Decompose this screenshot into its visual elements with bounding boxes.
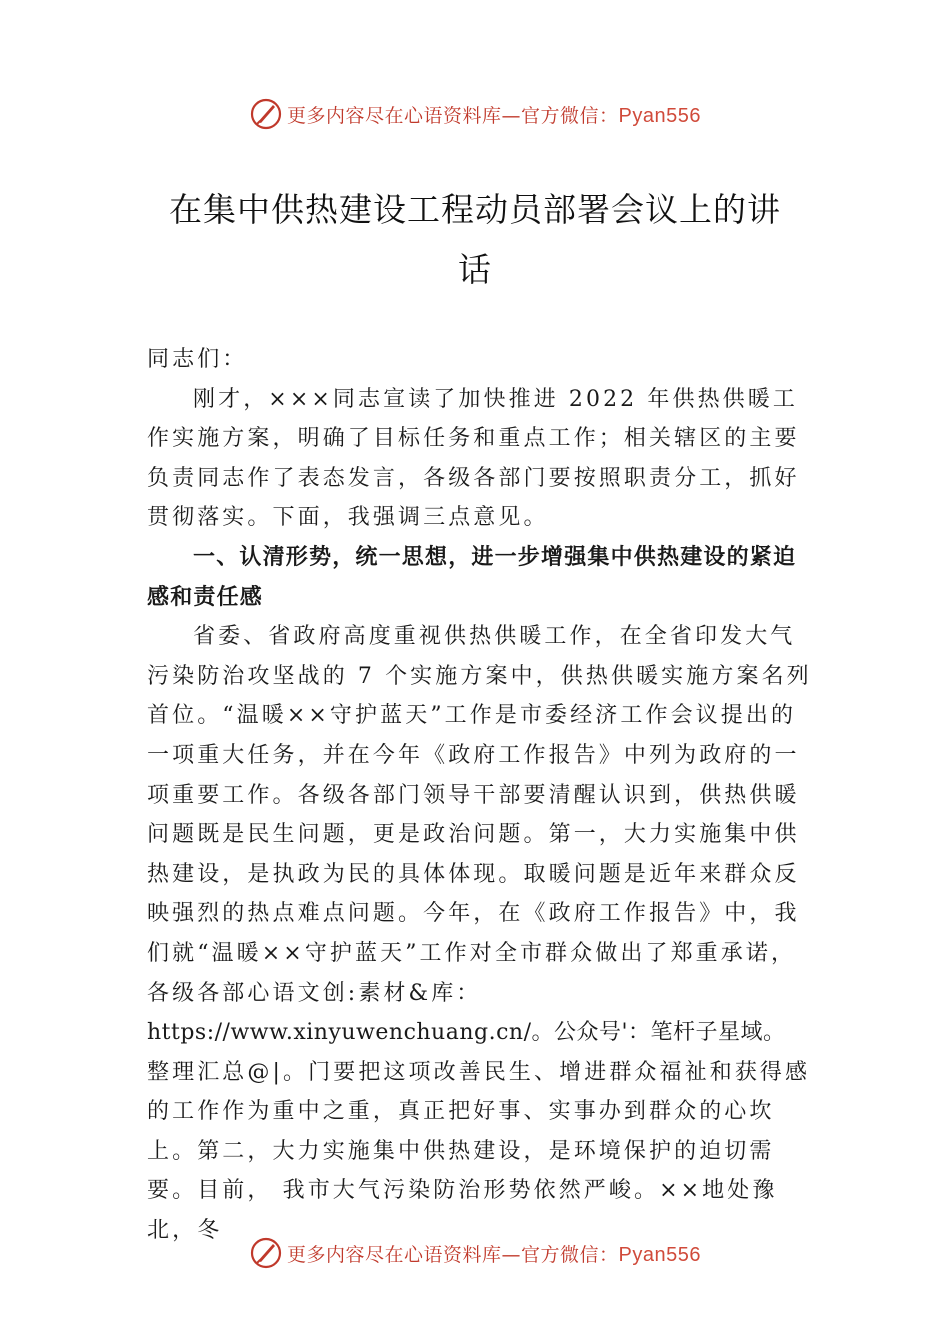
watermark-banner-bottom — [0, 1233, 950, 1273]
paragraph-2: 省委、省政府高度重视供热供暖工作，在全省印发大气污染防治攻坚战的 7 个实施方案中，供热供暖实施方案名列首位。“温暖××守护蓝天”工作是市委经济工作会议提出的一项重大任务，并在今年《政府工作报告》中列为政府的一项重要工作。各级各部门领导干部要清醒认识到，供热供暖问题既是民生问题，更是政治问题。第一，大力实施集中供热建设，是执政为民的具体体现。取暖问题是近年来群众反映强烈的热点难点问题。今年，在《政府工作报告》中，我们就“温暖××守护蓝天”工作对全市群众做出了郑重承诺， 各级各部心语文创:素材&库： — [147, 624, 812, 1006]
paragraph-3: 整理汇总@|。门要把这项改善民生、增进群众福祉和获得感的工作作为重中之重，真正把好事、实事办到群众的心坎上。第二，大力实施集中供热建设，是环境保护的迫切需要。目前， 我市大气污染防治形势依然严峻。××地处豫北，冬 — [147, 1059, 811, 1244]
watermark-text: 更多内容尽在心语资料库—官方微信：Pyan556 — [287, 1243, 701, 1266]
page-title — [140, 180, 810, 300]
watermark-text: 更多内容尽在心语资料库—官方微信：Pyan556 — [287, 104, 701, 127]
salutation: 同志们： — [147, 347, 248, 372]
paragraph-1: 刚才，×××同志宣读了加快推进 2022 年供热供暖工作实施方案，明确了目标任务和重点工作；相关辖区的主要负责同志作了表态发言，各级各部门要按照职责分工，抓好贯彻落实。下面，我强调三点意见。 — [147, 386, 800, 531]
title-line-1: 在集中供热建设工程动员部署会议上的讲 — [169, 190, 781, 229]
quill-logo-icon — [249, 97, 283, 131]
watermark-banner-top — [0, 94, 950, 134]
document-body — [147, 340, 817, 1251]
quill-logo-icon — [249, 1236, 283, 1270]
url-line: https://www.xinyuwenchuang.cn/。公众号'：笔杆子星域。 — [147, 1020, 786, 1046]
section-heading-1: 一、认清形势，统一思想，进一步增强集中供热建设的紧迫感和责任感 — [147, 544, 797, 610]
title-line-2: 话 — [458, 250, 492, 289]
